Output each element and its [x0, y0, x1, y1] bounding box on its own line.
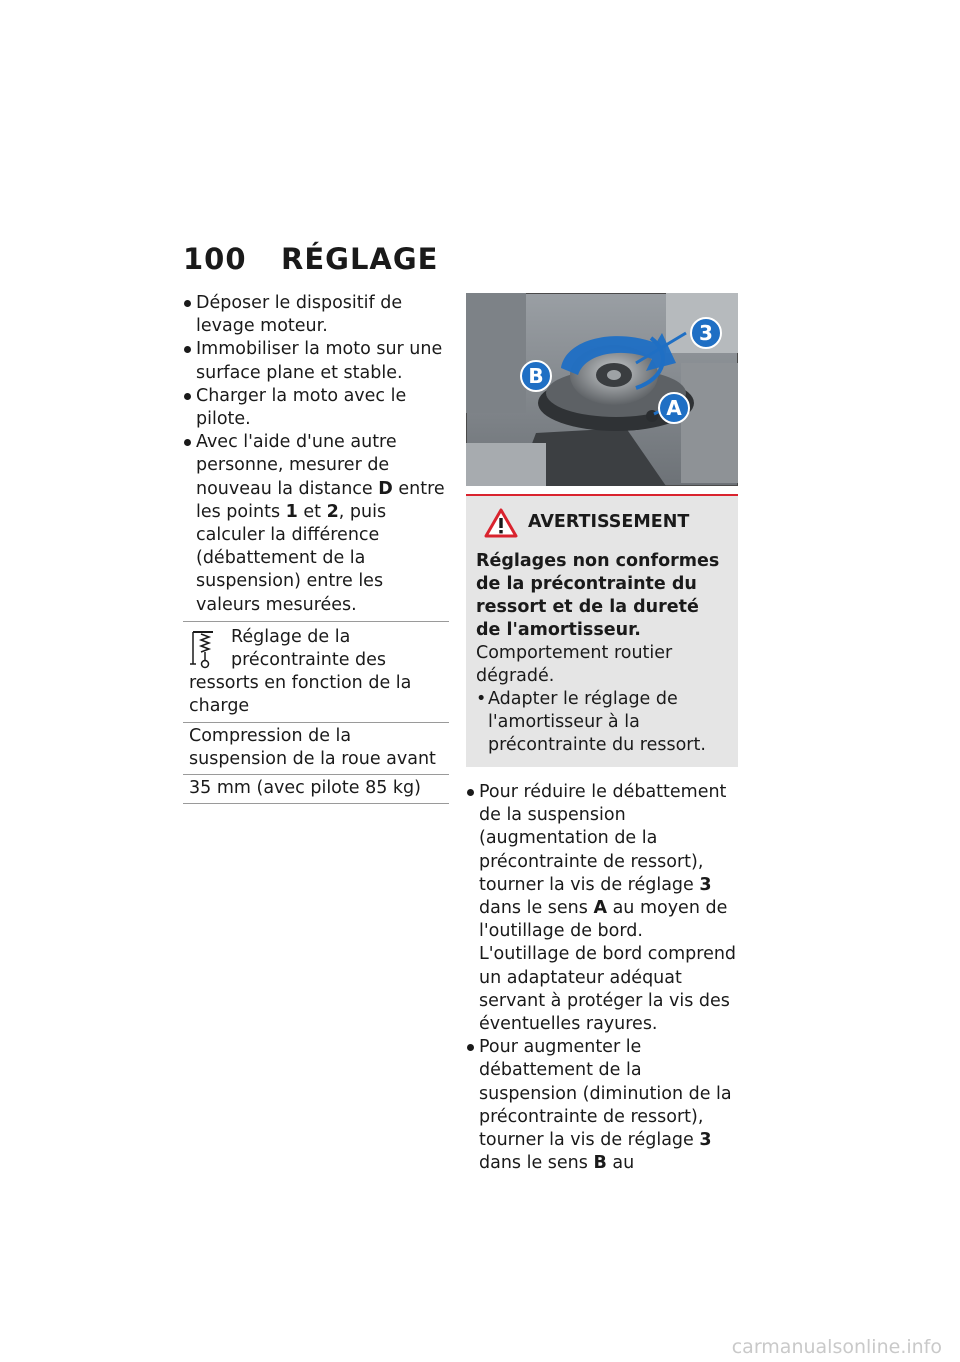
spec-table-header — [183, 622, 449, 723]
list-item-text: dans le sens — [479, 898, 594, 919]
list-item-text: au — [606, 1153, 635, 1174]
bullet-list — [183, 292, 449, 617]
list-item — [183, 431, 449, 617]
suspension-spring-icon — [189, 628, 223, 670]
callout-3: 3 — [699, 321, 713, 345]
warning-action: • Adapter le réglage de l'amortisseur à la précontrainte du ressort. — [476, 688, 728, 757]
list-item-text: Charger la moto avec le pilote. — [196, 385, 407, 430]
spring-preload-adjuster-photo — [466, 293, 738, 486]
callout-b: B — [528, 364, 544, 388]
point-label-2: 2 — [326, 501, 339, 522]
point-label-d: D — [378, 478, 393, 499]
warning-consequence: Comportement routier dégradé. — [476, 643, 673, 686]
list-item-text: Avec l'aide d'une autre personne, mesurer de nouveau la distance — [196, 432, 397, 499]
spec-table-row — [183, 723, 449, 775]
warning-triangle-icon — [484, 508, 518, 538]
list-item-text: Déposer le dispositif de levage moteur. — [196, 293, 403, 337]
page-header — [183, 242, 438, 276]
list-item-text: entre les points — [196, 478, 445, 522]
list-item — [183, 292, 449, 338]
bullet-list — [466, 781, 738, 1175]
spec-table-row — [183, 775, 449, 804]
list-item-text: et — [297, 501, 327, 522]
warning-title-text: AVERTISSEMENT — [528, 512, 690, 533]
screw-label-3: 3 — [699, 1130, 712, 1151]
list-item-text: dans le sens — [479, 1153, 594, 1174]
page-number: 100 — [183, 242, 247, 276]
list-item — [466, 1036, 738, 1175]
warning-box — [466, 494, 738, 767]
callout-a: A — [666, 396, 682, 420]
point-label-1: 1 — [285, 501, 298, 522]
spec-value: 35 mm (avec pilote 85 kg) — [189, 778, 421, 799]
warning-subject: Réglages non conformes de la précontrainte du ressort et de la dureté de l'amortisseur. — [476, 551, 720, 640]
list-item — [183, 385, 449, 431]
spec-table-title: Réglage de la précontrainte des ressorts en fonction de la charge — [189, 626, 412, 717]
list-item — [183, 338, 449, 384]
right-column — [466, 293, 738, 1175]
list-item-text: Immobiliser la moto sur une surface plane et stable. — [196, 339, 443, 383]
list-item — [466, 781, 738, 1036]
screw-label-3: 3 — [699, 874, 712, 895]
direction-label-b: B — [593, 1153, 607, 1174]
spec-table — [183, 621, 449, 804]
warning-title — [484, 508, 728, 538]
left-column — [183, 292, 449, 804]
list-item-text: au moyen de l'outillage de bord. L'outillage de bord comprend un adaptateur adéquat servant à protéger la vis des éventuelles rayures. — [479, 898, 737, 1035]
section-title: RÉGLAGE — [281, 242, 439, 276]
list-item-text: Pour réduire le débattement de la suspension (augmentation de la précontrainte de ressort), tourner la vis de réglage — [479, 782, 727, 895]
watermark: carmanualsonline.info — [731, 1336, 942, 1358]
direction-label-a: A — [593, 898, 607, 919]
spec-label: Compression de la suspension de la roue avant — [189, 725, 436, 769]
list-item-text: , puis calculer la différence (débattement de la suspension) entre les valeurs mesurées. — [196, 501, 387, 615]
list-item-text: Pour augmenter le débattement de la suspension (diminution de la précontrainte de ressort), tourner la vis de réglage — [479, 1037, 732, 1151]
